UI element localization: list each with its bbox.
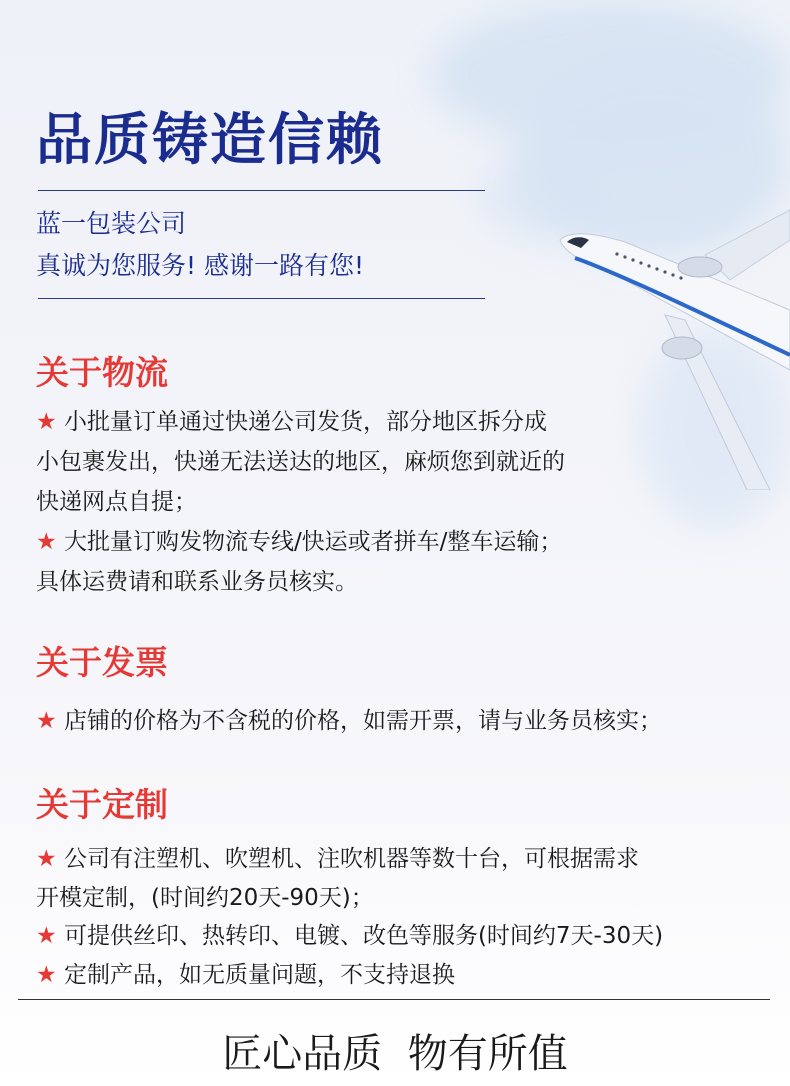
star-icon: ★ xyxy=(36,529,57,555)
logistics-line: 快递网点自提； xyxy=(36,489,197,515)
airplane-illustration xyxy=(555,200,790,490)
service-slogan: 真诚为您服务! 感谢一路有您! xyxy=(36,251,364,280)
header-divider xyxy=(38,298,485,299)
logistics-line: ★ 大批量订购发物流专线/快运或者拼车/整车运输； xyxy=(36,529,563,555)
star-icon: ★ xyxy=(36,708,57,734)
star-icon: ★ xyxy=(36,962,57,988)
star-icon: ★ xyxy=(36,409,57,435)
logistics-line: ★ 小批量订单通过快递公司发货，部分地区拆分成 xyxy=(36,409,547,435)
invoice-section-title: 关于发票 xyxy=(36,643,168,682)
footer-slogan: 匠心品质 物有所值 xyxy=(222,1031,568,1077)
custom-line: 开模定制，(时间约20天-90天)； xyxy=(36,885,374,911)
company-name: 蓝一包装公司 xyxy=(36,209,187,238)
logistics-section-title: 关于物流 xyxy=(36,353,168,392)
page-title: 品质铸造信赖 xyxy=(36,108,384,173)
star-icon: ★ xyxy=(36,846,57,872)
star-icon: ★ xyxy=(36,923,57,949)
header-divider xyxy=(38,190,485,191)
invoice-line: ★ 店铺的价格为不含税的价格，如需开票，请与业务员核实； xyxy=(36,708,662,734)
custom-line: ★ 可提供丝印、热转印、电镀、改色等服务(时间约7天-30天) xyxy=(36,923,664,949)
custom-line: ★ 定制产品，如无质量问题，不支持退换 xyxy=(36,962,455,988)
logistics-line: 具体运费请和联系业务员核实。 xyxy=(36,569,358,595)
footer-divider xyxy=(18,999,770,1000)
custom-section-title: 关于定制 xyxy=(36,785,168,824)
custom-line: ★ 公司有注塑机、吹塑机、注吹机器等数十台，可根据需求 xyxy=(36,846,639,872)
logistics-line: 小包裹发出，快递无法送达的地区，麻烦您到就近的 xyxy=(36,449,565,475)
